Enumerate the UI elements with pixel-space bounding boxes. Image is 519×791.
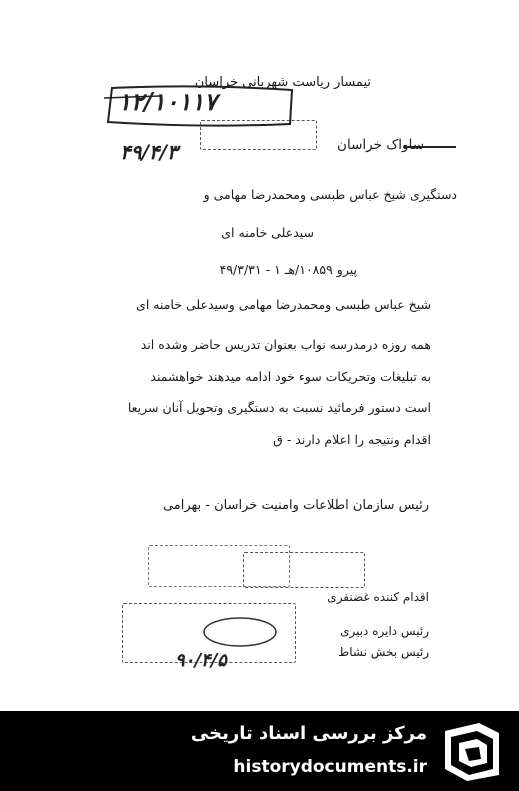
ref-number: ۱۲/۱۰۱۱۷ [118,87,217,116]
reference-line: پیرو ۱۰۸۵۹/هـ ۱ - ۴۹/۳/۳۱ [219,262,357,277]
to-line: ساواک خراسان [337,137,424,153]
footer-title: مرکز بررسی اسناد تاریخی [190,723,427,744]
subject-line-1: دستگیری شیخ عباس طبسی ومحمدرضا مهامی و [203,187,457,202]
footer-url: historydocuments.ir [233,757,427,777]
document-header: تیمسار ریاست شهربانی خراسان [194,75,371,90]
bottom-handwritten-date: ۹۰/۴/۵ [175,650,227,671]
body-line-3: به تبلیغات وتحریکات سوء خود ادامه میدهند خواهشمند [150,369,431,384]
body-line-5: اقدام ونتیجه را اعلام دارند - ق [273,432,431,447]
to-line-dash [404,146,456,148]
dept-head: رئیس دایره دبیری [340,624,429,638]
handwritten-date: ۴۹/۴/۳ [120,140,178,164]
dated-stamp [243,552,365,588]
subject-line-2: سیدعلی خامنه ای [221,225,314,240]
footer-banner [0,711,519,791]
received-stamp [200,120,317,150]
body-line-1: شیخ عباس طبسی ومحمدرضا مهامی وسیدعلی خامنه ای [136,297,431,312]
action-by: اقدام کننده غضنفری [327,590,429,604]
body-line-4: است دستور فرمائید نسبت به دستگیری وتحویل آنان سریعا [127,400,431,415]
signature-line: رئیس سازمان اطلاعات وامنیت خراسان - بهرامی [162,498,429,513]
section-head: رئیس بخش نشاط [338,645,429,659]
book-scroll-logo-icon [439,719,505,783]
body-line-2: همه روزه درمدرسه نواب بعنوان تدریس حاضر وشده اند [140,337,431,352]
stamp-scribble [200,615,280,649]
